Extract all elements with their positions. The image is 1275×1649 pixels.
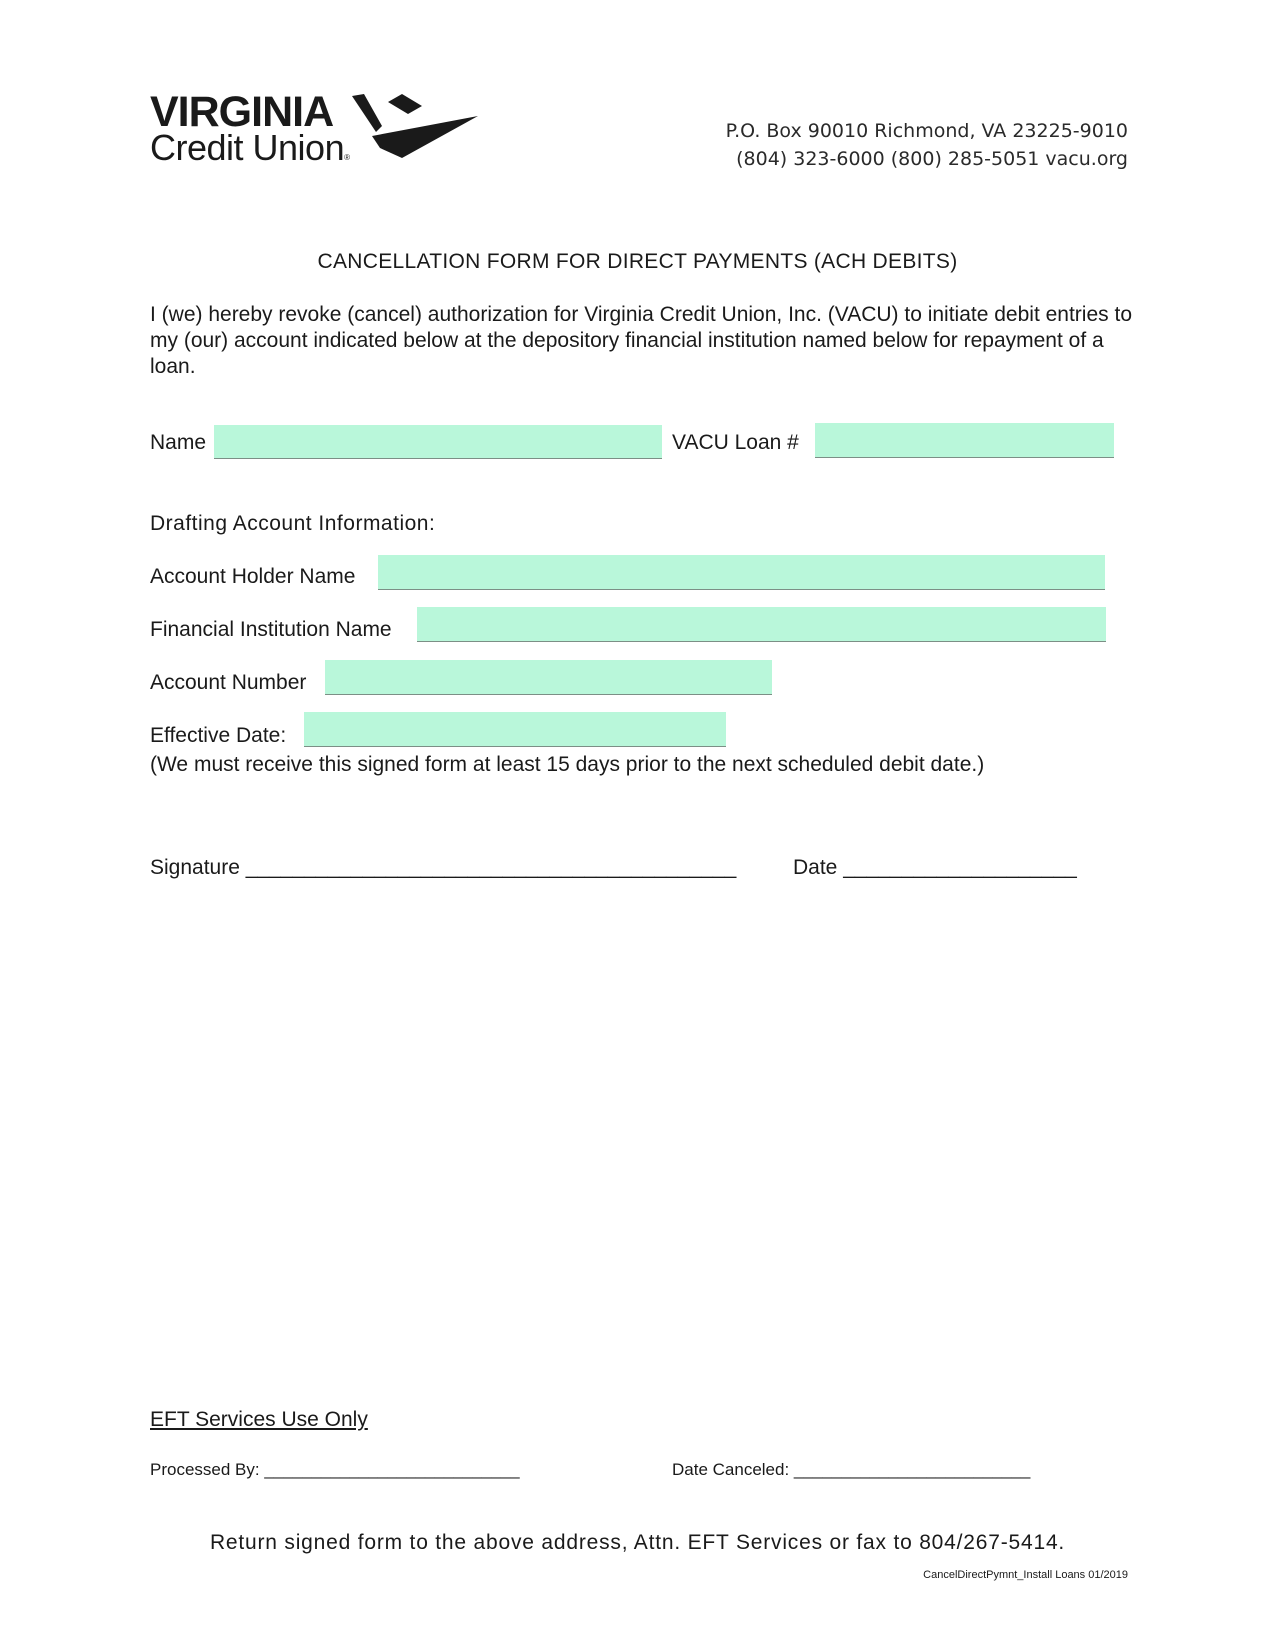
intro-paragraph: I (we) hereby revoke (cancel) authorization for Virginia Credit Union, Inc. (VACU) to initiate debit entries to my (our) account indicated below at the depository financial institution named below for repayment of a loan. [150,303,1132,378]
eft-services-heading: EFT Services Use Only [150,1408,368,1431]
name-label: Name [150,431,207,454]
effective-date-label: Effective Date: [150,724,287,747]
name-field[interactable] [214,425,662,459]
vacu-bird-logo-icon [350,92,480,162]
signature-date-line[interactable]: Date ____________________ [793,856,1077,879]
vacu-loan-field[interactable] [815,423,1114,458]
logo-wordmark-virginia: VIRGINIA [150,88,334,136]
financial-institution-label: Financial Institution Name [150,618,392,641]
account-number-label: Account Number [150,671,307,694]
account-number-field[interactable] [325,660,772,695]
date-canceled-line: Date Canceled: _________________________ [672,1460,1031,1479]
contact-line: (804) 323-6000 (800) 285-5051 vacu.org [736,148,1128,170]
account-holder-label: Account Holder Name [150,565,356,588]
effective-date-field[interactable] [304,712,726,747]
account-holder-field[interactable] [378,555,1105,590]
processed-by-line: Processed By: ___________________________ [150,1460,520,1479]
financial-institution-field[interactable] [417,607,1106,642]
return-instructions: Return signed form to the above address, Attn. EFT Services or fax to 804/267-5414. [209,1531,1066,1554]
vacu-loan-label: VACU Loan # [672,431,799,454]
signature-line[interactable]: Signature __________________________________________ [150,856,737,879]
vacu-logo [150,88,480,172]
notice-text: (We must receive this signed form at least 15 days prior to the next scheduled debit date.) [150,753,985,776]
logo-wordmark-credit-union-text: Credit Union [150,127,345,168]
form-title: CANCELLATION FORM FOR DIRECT PAYMENTS (ACH DEBITS) [317,250,958,273]
logo-wordmark-credit-union [150,128,350,178]
address-line: P.O. Box 90010 Richmond, VA 23225-9010 [725,120,1128,142]
registered-mark: ® [344,153,350,162]
drafting-account-heading: Drafting Account Information: [150,512,436,535]
form-code: CancelDirectPymnt_Install Loans 01/2019 [923,1569,1128,1581]
